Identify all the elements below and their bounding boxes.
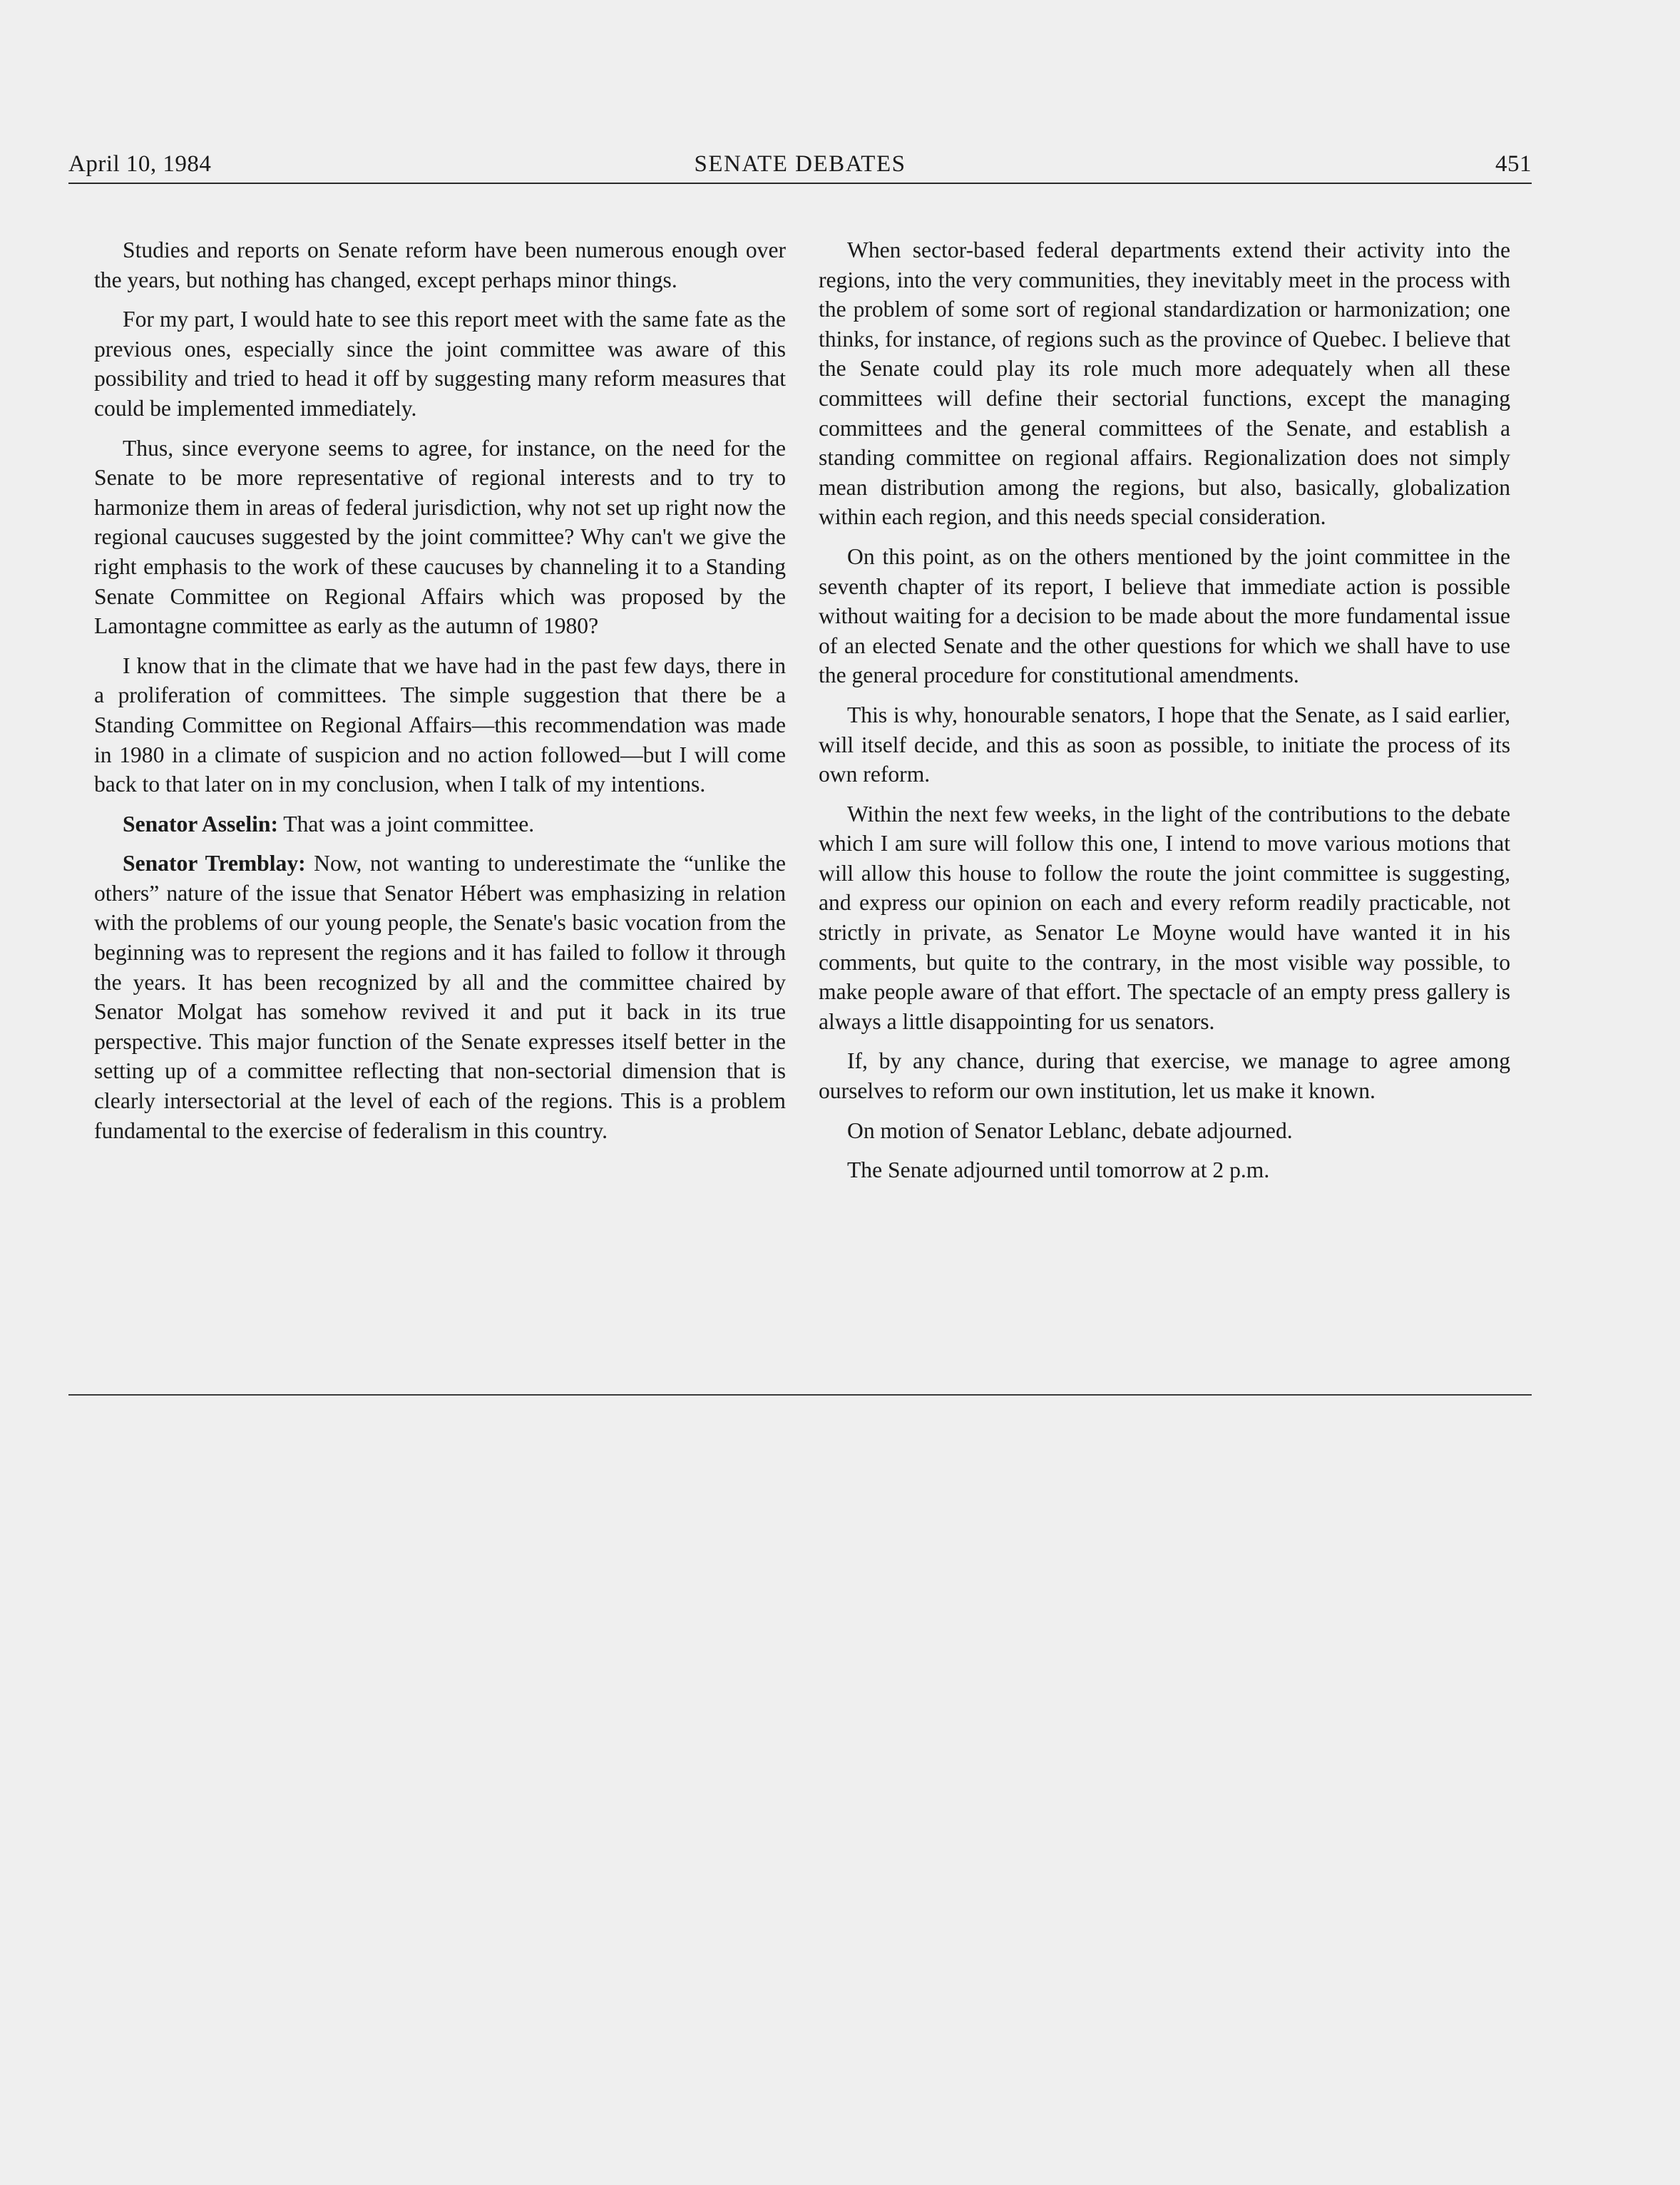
paragraph: The Senate adjourned until tomorrow at 2 p.m. <box>847 1157 1270 1183</box>
header-date: April 10, 1984 <box>68 151 212 177</box>
paragraph: Within the next few weeks, in the light of the contributions to the debate which I am sure will follow this one, I intend to move various motions that will allow this house to follow the route the joint committee is suggesting, and express our opinion on each and every reform readily practicable, not strictly in private, as Senator Le Moyne would have wanted it in his comments, but quite to the contrary, in the most visible way possible, to make people aware of that effort. The spectacle of an empty press gallery is always a little disappointing for us senators. <box>819 801 1510 1034</box>
paragraph: Thus, since everyone seems to agree, for instance, on the need for the Senate to be more representative of regional interests and to try to harmonize them in areas of federal jurisdiction, why not set up right now the regional caucuses suggested by the joint committee? Why can't we give the right emphasis to the work of these caucuses by channeling it to a Standing Senate Committee on Regional Affairs which was proposed by the Lamontagne committee as early as the autumn of 1980? <box>94 435 786 639</box>
paragraph: On this point, as on the others mentioned by the joint committee in the seventh chapter of its report, I believe that immediate action is possible without waiting for a decision to be made about the more fundamental issue of an elected Senate and the other questions for which we shall have to use the general procedure for constitutional amendments. <box>819 543 1510 688</box>
paragraph: Studies and reports on Senate reform have been numerous enough over the years, but nothing has changed, except perhaps minor things. <box>94 237 786 292</box>
section-end-rule <box>68 1394 1532 1396</box>
speaker-paragraph <box>94 809 786 839</box>
header-title: SENATE DEBATES <box>694 151 906 177</box>
page-header <box>68 151 1532 184</box>
paragraph: When sector-based federal departments extend their activity into the regions, into the very communities, they inevitably meet in the process with the problem of some sort of regional standardization or harmonization; one thinks, for instance, of regions such as the province of Quebec. I believe that the Senate could play its role much more adequately when all these committees will define their sectorial functions, except the managing committees and the general committees of the Senate, and establish a standing committee on regional affairs. Regionalization does not simply mean distribution among the regions, but also, basically, globalization within each region, and this needs special consideration. <box>819 237 1510 530</box>
paragraph: For my part, I would hate to see this report meet with the same fate as the previous ones, especially since the joint committee was aware of this possibility and tried to head it off by suggesting many reform measures that could be implemented immediately. <box>94 307 786 421</box>
paragraph: I know that in the climate that we have had in the past few days, there in a proliferation of committees. The simple suggestion that there be a Standing Committee on Regional Affairs—this recommendation was made in 1980 in a climate of suspicion and no action followed—but I will come back to that later on in my conclusion, when I talk of my intentions. <box>94 653 786 797</box>
paragraph: This is why, honourable senators, I hope that the Senate, as I said earlier, will itself decide, and this as soon as possible, to initiate the process of its own reform. <box>819 702 1510 787</box>
paragraph: On motion of Senator Leblanc, debate adjourned. <box>847 1117 1293 1143</box>
speaker-text: That was a joint committee. <box>277 811 535 836</box>
header-rule <box>68 183 1532 184</box>
speaker-name: Senator Asselin: <box>123 811 278 836</box>
speaker-paragraph <box>94 849 786 1145</box>
paragraph: If, by any chance, during that exercise, we manage to agree among ourselves to reform our own institution, let us make it known. <box>819 1048 1510 1104</box>
speaker-text: Now, not wanting to underestimate the “unlike the others” nature of the issue that Senator Hébert was emphasizing in relation with the problems of our young people, the Senate's basic vocation from the beginning was to represent the regions and it has failed to follow it through the years. It has been recognized by all and the committee chaired by Senator Molgat has somehow revived it and put it back in its true perspective. This major function of the Senate expresses itself better in the setting up of a committee reflecting that non-sectorial dimension that is clearly intersectorial at the level of each of the regions. This is a problem fundamental to the exercise of federalism in this country. <box>94 851 786 1143</box>
left-column <box>94 235 786 1155</box>
right-column <box>819 235 1510 1195</box>
speaker-name: Senator Tremblay: <box>123 851 306 876</box>
header-page-number: 451 <box>1495 151 1532 177</box>
